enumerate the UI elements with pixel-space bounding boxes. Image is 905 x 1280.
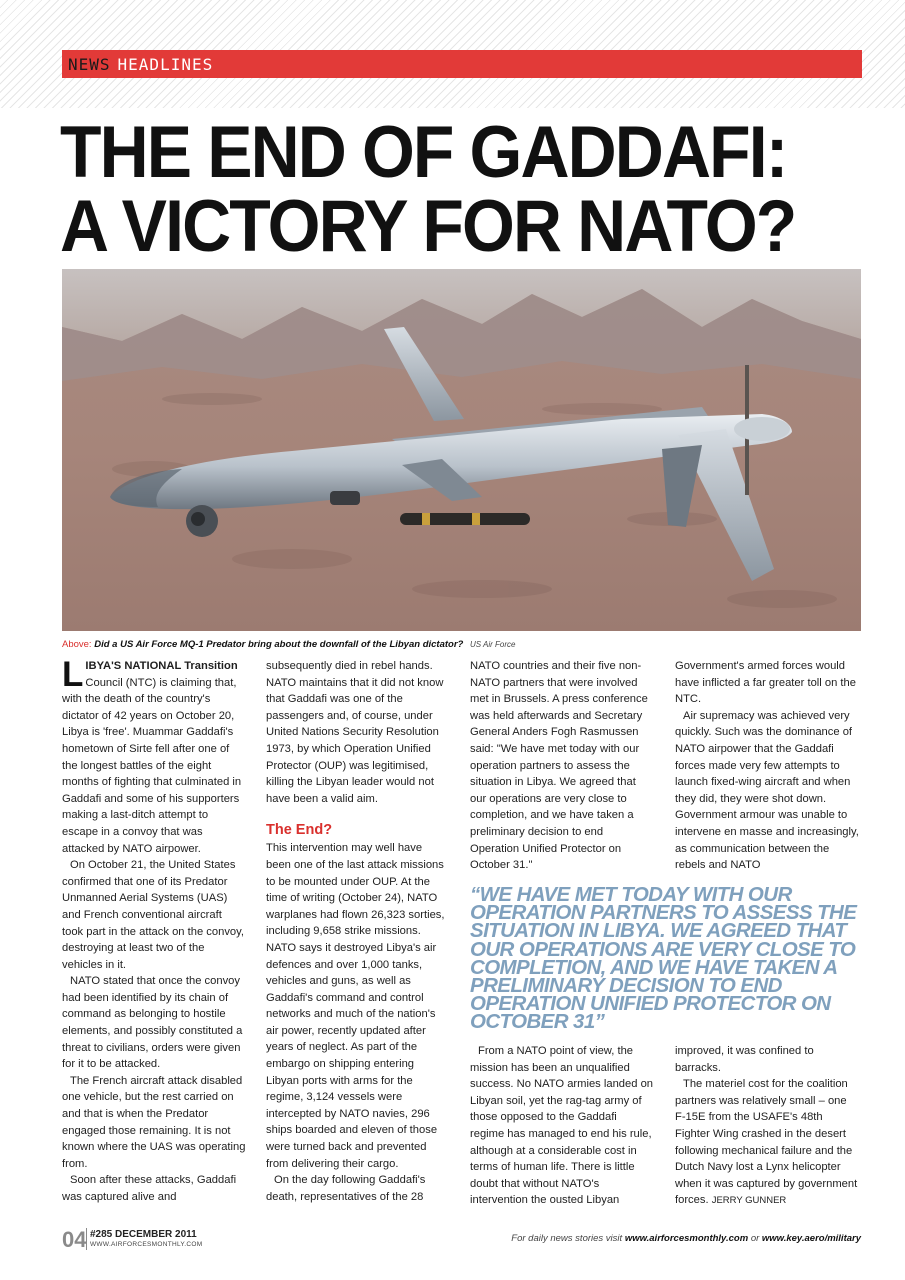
promo-link-key[interactable]: www.key.aero/military [761, 1233, 861, 1244]
promo-prefix: For daily news stories visit [511, 1233, 623, 1244]
article-paragraph: NATO countries and their five non-NATO partners that were involved met in Brussels. A press conference was held afterwards and Secretary General Anders Fogh Rasmussen said: "We have met today with our operation partners to assess the situation in Libya. We agreed that our operations are very close to completion, and we have taken a preliminary decision to end Operation Unified Protector on October 31." [470, 660, 648, 872]
promo-link-afm[interactable]: www.airforcesmonthly.com [624, 1233, 749, 1244]
caption-credit: US Air Force [469, 640, 516, 649]
pull-quote: “WE HAVE MET TODAY WITH OUR OPERATION PARTNERS TO ASSESS THE SITUATION IN LIBYA. WE AGREED THAT OUR OPERATIONS ARE VERY CLOSE TO COMPLETION, AND WE HAVE TAKEN A PRELIMINARY DECISION TO END OPERATION UNIFIED PROTECTOR ON OCTOBER 31” [470, 883, 857, 1034]
page-headline [60, 112, 813, 267]
section-label-headlines: HEADLINES [117, 54, 214, 74]
section-banner [62, 50, 862, 78]
caption-text: Did a US Air Force MQ-1 Predator bring about the downfall of the Libyan dictator? [94, 639, 464, 650]
article-column-1 [62, 655, 246, 1206]
article-paragraph: subsequently died in rebel hands. NATO maintains that it did not know that Gaddafi was one of the passengers and, of course, under United Nations Security Resolution 1973, by which Operation Unified Protector (OUP) was legitimised, killing the Libyan leader would not have been a valid aim. [266, 660, 444, 805]
drop-cap: L [62, 655, 84, 694]
headline-line-1: THE END OF GADDAFI: [60, 112, 787, 193]
article-column-4 [675, 658, 859, 874]
article-column-3 [470, 658, 654, 874]
article-paragraph: Government's armed forces would have inflicted a far greater toll on the NTC. [675, 660, 856, 706]
page-number: 04 [62, 1227, 87, 1252]
article-paragraph: NATO stated that once the convoy had been identified by its chain of command as belonging to hostile elements, and possibly constituted a threat to civilians, orders were given for it to be attacked. [62, 975, 243, 1071]
promo-or: or [750, 1233, 760, 1244]
article-text: Council (NTC) is claiming that, with the death of the country's dictator of 42 years on October 20, Libya is 'free'. Muammar Gaddafi's hometown of Sirte fell after one of the longest battles of the eight months of fighting that culminated in Gaddafi and some of his supporters making a last-ditch attempt to escape in a convoy that was attacked by NATO airpower. [62, 676, 242, 855]
article-paragraph: On October 21, the United States confirmed that one of its Predator Unmanned Aerial Systems (UAS) and French conventional aircraft took part in the attack on the convoy, destroying at least two of the vehicles in it. [62, 859, 245, 971]
article-column-3-lower [470, 1043, 654, 1209]
footer-website: WWW.AIRFORCESMONTHLY.COM [90, 1241, 203, 1248]
predator-drone-photo [62, 269, 861, 631]
footer-divider [86, 1228, 87, 1250]
article-paragraph: improved, it was confined to barracks. [675, 1045, 814, 1074]
article-paragraph: Air supremacy was achieved very quickly. Such was the dominance of NATO airpower that the Gaddafi forces made very few attempts to launch fixed-wing aircraft and when they did, they were shot down. Government armour was unable to intervene en masse and increasingly, as communication between the rebels and NATO [675, 709, 859, 872]
article-paragraph [62, 655, 246, 857]
headline-line-2: A VICTORY FOR NATO? [60, 186, 796, 267]
article-paragraph: Soon after these attacks, Gaddafi was captured alive and [62, 1174, 237, 1203]
article-paragraph: The French aircraft attack disabled one vehicle, but the rest carried on and that is when the Predator engaged those remaining. It is not known where the UAS was operating from. [62, 1074, 246, 1170]
article-lead-in: IBYA'S NATIONAL Transition [85, 660, 238, 672]
article-column-2 [266, 658, 450, 1205]
article-text: The materiel cost for the coalition partners was relatively small – one F-15E from the USAFE's 48th Fighter Wing crashed in the desert following mechanical failure and the Dutch Navy lost a Lynx helicopter when it was captured by government forces. [675, 1078, 858, 1207]
section-subheading: The End? [266, 822, 333, 839]
section-label-news: NEWS [68, 54, 111, 74]
footer-promo [511, 1233, 861, 1244]
article-column-4-lower [675, 1043, 859, 1210]
issue-label: #285 DECEMBER 2011 [90, 1229, 197, 1240]
photo-caption [62, 639, 862, 650]
author-byline: JERRY GUNNER [711, 1195, 787, 1207]
article-paragraph: On the day following Gaddafi's death, representatives of the 28 [266, 1174, 426, 1203]
article-paragraph: From a NATO point of view, the mission has been an unqualified success. No NATO armies landed on Libyan soil, yet the rag-tag army of those opposed to the Gaddafi regime has managed to end his rule, although at a considerable cost in terms of human life. There is little doubt that without NATO's intervention the ousted Libyan [470, 1045, 654, 1207]
article-paragraph [675, 1076, 859, 1210]
article-paragraph: This intervention may well have been one of the last attack missions to be mounted under OUP. At the time of writing (October 24), NATO warplanes had flown 26,323 sorties, including 9,658 strike missions. NATO says it destroyed Libya's air defences and over 1,000 tanks, vehicles and guns, as well as Gaddafi's command and control networks and much of the nation's air power, recently updated after years of neglect. As part of the embargo on shipping entering Libyan ports with arms for the regime, 3,124 vessels were intercepted by NATO navies, 296 ships boarded and eleven of those were turned back and prevented from delivering their cargo. [266, 842, 445, 1170]
caption-lead: Above: [62, 639, 92, 650]
